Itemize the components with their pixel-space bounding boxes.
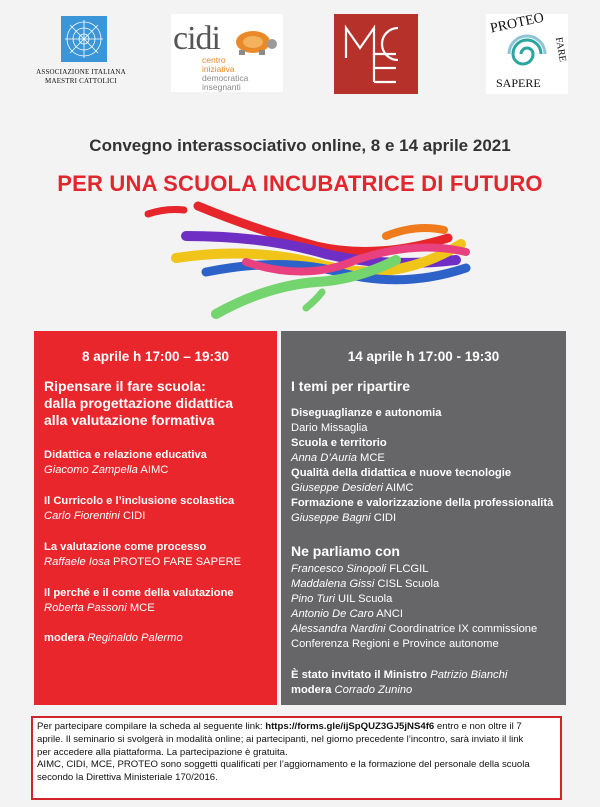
right-speaker-3: Giuseppe Desideri AIMC	[291, 482, 414, 494]
right-heading: I temi per ripartire	[291, 378, 411, 394]
info-line-3: per accedere alla piattaforma. La partecipazione è gratuita.	[37, 746, 288, 758]
left-heading-line2: dalla progettazione didattica	[44, 395, 234, 411]
guest-1: Francesco Sinopoli FLCGIL	[291, 563, 429, 575]
right-topic-1: Diseguaglianze e autonomia	[291, 407, 442, 419]
guest-5: Alessandra Nardini Coordinatrice IX commissione	[291, 623, 538, 635]
left-topic-4: Il perché e il come della valutazione	[44, 587, 234, 599]
proteo-bottom-text: SAPERE	[496, 76, 541, 90]
cidi-logo	[171, 14, 283, 92]
registration-link[interactable]: https://forms.gle/ijSpQUZ3GJ5jNS4f6	[265, 721, 435, 732]
right-speaker-2: Anna D’Auria MCE	[291, 452, 385, 464]
right-speaker-4: Giuseppe Bagni CIDI	[291, 512, 397, 524]
right-panel	[281, 331, 566, 705]
aimc-logo	[18, 14, 144, 94]
right-moderator: modera Corrado Zunino	[291, 684, 413, 696]
left-heading-line1: Ripensare il fare scuola:	[44, 378, 206, 394]
proteo-right-text: FARE	[552, 36, 568, 63]
left-topic-2: Il Curricolo e l’inclusione scolastica	[44, 495, 235, 507]
left-speaker-3: Raffaele Iosa PROTEO FARE SAPERE	[44, 556, 242, 568]
left-speaker-2: Carlo Fiorentini CIDI	[44, 510, 146, 522]
aimc-line2: MAESTRI CATTOLICI	[45, 77, 117, 85]
left-topic-1: Didattica e relazione educativa	[44, 449, 207, 461]
registration-info-box	[31, 716, 562, 800]
info-line-2: aprile. Il seminario si svolgerà in modalità online; ai partecipanti, nel giorno precedente l’incontro, sarà inviato il link	[37, 733, 524, 745]
mce-monogram-icon	[334, 14, 418, 94]
aimc-emblem-icon	[61, 16, 107, 62]
guest-4: Antonio De Caro ANCI	[291, 608, 403, 620]
right-speaker-1: Dario Missaglia	[291, 422, 368, 434]
info-line-1: Per partecipare compilare la scheda al seguente link: https://forms.gle/ijSpQUZ3GJ5jNS4f6 entro e non oltre il 7	[37, 721, 522, 732]
right-topic-3: Qualità della didattica e nuove tecnologie	[291, 467, 512, 479]
left-panel-date: 8 aprile h 17:00 – 19:30	[81, 349, 230, 364]
left-speaker-1: Giacomo Zampella AIMC	[44, 464, 169, 476]
cidi-tag4: insegnanti	[202, 82, 241, 92]
left-speaker-4: Roberta Passoni MCE	[44, 602, 155, 614]
braid-illustration	[126, 196, 476, 320]
info-line-4: AIMC, CIDI, MCE, PROTEO sono soggetti qualificati per l’aggiornamento e la formazione del personale della scuola	[37, 759, 530, 771]
page-title: PER UNA SCUOLA INCUBATRICE DI FUTURO	[57, 171, 543, 196]
aimc-line1: ASSOCIAZIONE ITALIANA	[36, 68, 126, 76]
event-subtitle: Convegno interassociativo online, 8 e 14 aprile 2021	[89, 136, 511, 155]
guest-3: Pino Turi UIL Scuola	[291, 593, 393, 605]
cidi-tag3: democratica	[202, 73, 249, 83]
left-moderator: modera Reginaldo Palermo	[44, 632, 183, 644]
left-heading-line3: alla valutazione formativa	[44, 412, 215, 428]
cidi-tag2: iniziativa	[202, 64, 235, 74]
minister-invite: È stato invitato il Ministro Patrizio Bianchi	[291, 669, 508, 681]
proteo-top-text: PROTEO	[488, 10, 546, 37]
right-panel-date: 14 aprile h 17:00 - 19:30	[347, 349, 500, 364]
turtle-icon	[229, 26, 279, 56]
cidi-wordmark: cidi	[173, 20, 220, 57]
proteo-logo	[486, 10, 568, 94]
guest-5-role: Conferenza Regioni e Province autonome	[291, 638, 499, 650]
guest-2: Maddalena Gissi CISL Scuola	[291, 578, 440, 590]
mce-logo	[334, 14, 418, 94]
left-topic-3: La valutazione come processo	[44, 541, 207, 553]
left-panel	[34, 331, 277, 705]
info-line-5: secondo la Direttiva Ministeriale 170/2016.	[37, 772, 218, 784]
right-topic-2: Scuola e territorio	[291, 437, 387, 449]
right-topic-4: Formazione e valorizzazione della professionalità	[291, 497, 554, 509]
cidi-tag1: centro	[202, 55, 226, 65]
right-heading-2: Ne parliamo con	[291, 543, 400, 559]
